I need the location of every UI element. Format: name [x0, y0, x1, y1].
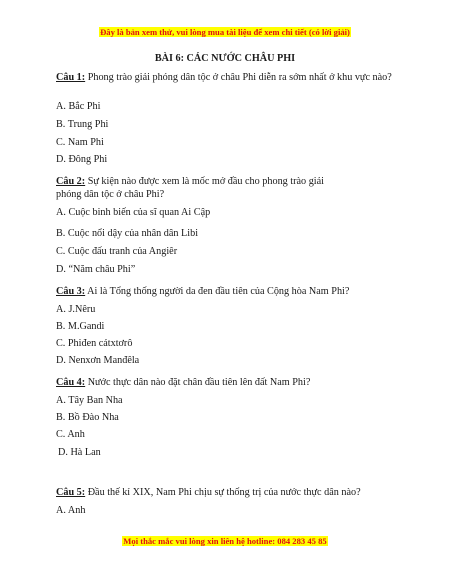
question-1 [56, 72, 396, 85]
answer-option: A. Tây Ban Nha [56, 395, 123, 406]
hotline-footer-banner [0, 536, 450, 546]
answer-option: D. Nenxơn Manđêla [56, 355, 140, 366]
answer-option: B. M.Gandi [56, 321, 105, 332]
answer-option: A. Cuộc binh biến của sĩ quan Ai Cập [56, 207, 211, 218]
question-label: Câu 1: [56, 72, 86, 83]
question-text: Đầu thế kỉ XIX, Nam Phi chịu sự thống trị của nước thực dân nào? [87, 487, 361, 498]
answer-option: B. Trung Phi [56, 119, 109, 130]
answer-option: B. Bồ Đào Nha [56, 412, 119, 423]
question-4 [56, 377, 396, 390]
question-text: Ai là Tổng thống người da đen đầu tiên của Cộng hòa Nam Phi? [87, 286, 350, 297]
answer-option: C. Phiđen cátxtơrô [56, 338, 133, 349]
page-title: BÀI 6: CÁC NƯỚC CHÂU PHI [154, 53, 296, 64]
answer-option: D. Hà Lan [58, 447, 101, 458]
question-2 [56, 176, 326, 201]
answer-option: D. “Năm châu Phi” [56, 264, 136, 275]
hotline-text: Mọi thắc mắc vui lòng xin liên hệ hotline: 084 283 45 85 [123, 536, 327, 546]
answer-option: A. Anh [56, 505, 86, 516]
answer-option: C. Nam Phi [56, 137, 104, 148]
question-5 [56, 487, 396, 500]
answer-option: C. Cuộc đấu tranh của Angiêr [56, 246, 178, 257]
preview-notice-text: Đây là bản xem thử, vui lòng mua tài liệu để xem chi tiết (có lời giải) [100, 27, 350, 37]
question-label: Câu 3: [56, 286, 86, 297]
question-label: Câu 5: [56, 487, 86, 498]
question-3 [56, 286, 396, 299]
question-text: Sự kiện nào được xem là mốc mở đầu cho phong trào giải phóng dân tộc ở châu Phi? [56, 176, 324, 200]
answer-option: D. Đông Phi [56, 154, 108, 165]
answer-option: C. Anh [56, 429, 85, 440]
question-label: Câu 4: [56, 377, 86, 388]
question-text: Nước thực dân nào đặt chân đầu tiên lên đất Nam Phi? [87, 377, 311, 388]
answer-option: A. J.Nêru [56, 304, 96, 315]
question-text: Phong trào giải phóng dân tộc ở châu Phi diễn ra sớm nhất ở khu vực nào? [87, 72, 392, 83]
preview-notice-banner [0, 27, 450, 37]
answer-option: A. Bắc Phi [56, 101, 101, 112]
answer-option: B. Cuộc nổi dậy của nhân dân Libi [56, 228, 199, 239]
question-label: Câu 2: [56, 176, 86, 187]
